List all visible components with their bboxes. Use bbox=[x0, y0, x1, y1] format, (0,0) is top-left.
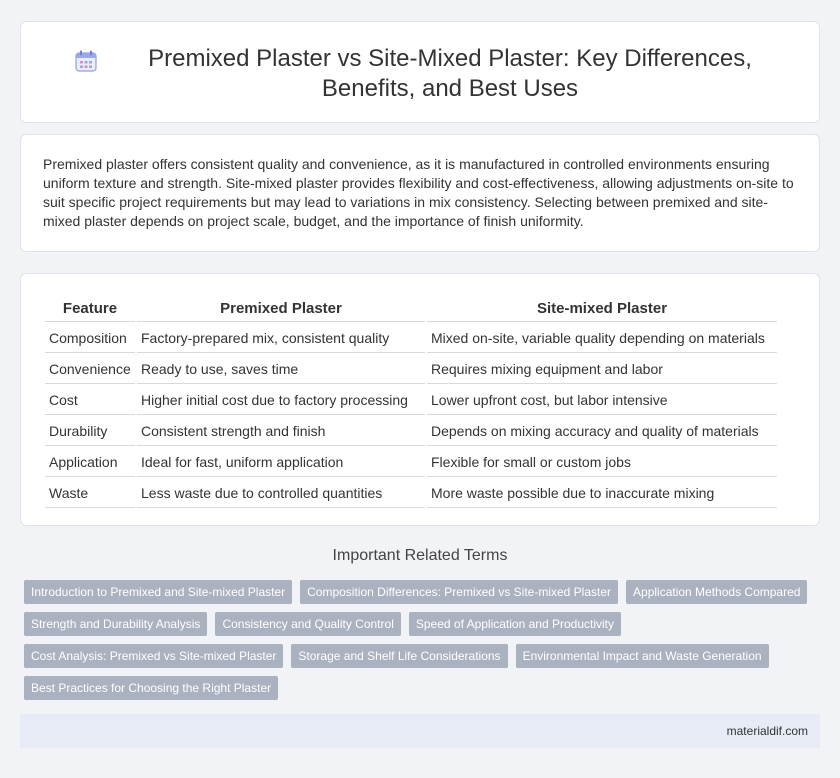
comparison-card bbox=[20, 273, 820, 526]
related-term-tag[interactable]: Application Methods Compared bbox=[626, 580, 807, 604]
table-header-row bbox=[45, 297, 777, 322]
title-card bbox=[20, 21, 820, 123]
table-cell: Ideal for fast, uniform application bbox=[137, 448, 425, 477]
related-term-tag[interactable]: Cost Analysis: Premixed vs Site-mixed Plaster bbox=[24, 644, 283, 668]
tag-row bbox=[24, 580, 824, 604]
table-row bbox=[45, 417, 777, 446]
table-cell: Composition bbox=[45, 324, 135, 353]
related-terms-heading: Important Related Terms bbox=[332, 547, 508, 564]
table-row bbox=[45, 448, 777, 477]
table-cell: Lower upfront cost, but labor intensive bbox=[427, 386, 777, 415]
related-term-tag[interactable]: Strength and Durability Analysis bbox=[24, 612, 207, 636]
column-header-feature: Feature bbox=[45, 297, 135, 322]
column-header-premixed: Premixed Plaster bbox=[137, 297, 425, 322]
related-term-tag[interactable]: Environmental Impact and Waste Generation bbox=[516, 644, 769, 668]
table-row bbox=[45, 479, 777, 508]
tag-row bbox=[24, 612, 824, 636]
table-cell: Consistent strength and finish bbox=[137, 417, 425, 446]
table-cell: Convenience bbox=[45, 355, 135, 384]
page-title: Premixed Plaster vs Site-Mixed Plaster: Key Differences, Benefits, and Best Uses bbox=[148, 45, 752, 102]
table-cell: Requires mixing equipment and labor bbox=[427, 355, 777, 384]
table-row bbox=[45, 386, 777, 415]
table-cell: Less waste due to controlled quantities bbox=[137, 479, 425, 508]
column-header-site-mixed: Site-mixed Plaster bbox=[427, 297, 777, 322]
table-cell: Flexible for small or custom jobs bbox=[427, 448, 777, 477]
tag-row bbox=[24, 676, 824, 700]
table-cell: Cost bbox=[45, 386, 135, 415]
related-term-tag[interactable]: Speed of Application and Productivity bbox=[409, 612, 621, 636]
table-row bbox=[45, 324, 777, 353]
table-cell: More waste possible due to inaccurate mixing bbox=[427, 479, 777, 508]
comparison-table bbox=[43, 295, 779, 510]
table-cell: Mixed on-site, variable quality depending on materials bbox=[427, 324, 777, 353]
related-terms-list bbox=[24, 580, 824, 708]
table-cell: Ready to use, saves time bbox=[137, 355, 425, 384]
tag-row bbox=[24, 644, 824, 668]
table-cell: Waste bbox=[45, 479, 135, 508]
table-cell: Depends on mixing accuracy and quality of materials bbox=[427, 417, 777, 446]
related-term-tag[interactable]: Composition Differences: Premixed vs Site-mixed Plaster bbox=[300, 580, 618, 604]
table-cell: Higher initial cost due to factory processing bbox=[137, 386, 425, 415]
summary-card bbox=[20, 134, 820, 252]
table-cell: Factory-prepared mix, consistent quality bbox=[137, 324, 425, 353]
table-cell: Application bbox=[45, 448, 135, 477]
related-term-tag[interactable]: Storage and Shelf Life Considerations bbox=[291, 644, 507, 668]
related-term-tag[interactable]: Consistency and Quality Control bbox=[215, 612, 400, 636]
table-cell: Durability bbox=[45, 417, 135, 446]
related-term-tag[interactable]: Introduction to Premixed and Site-mixed Plaster bbox=[24, 580, 292, 604]
summary-paragraph: Premixed plaster offers consistent quality and convenience, as it is manufactured in controlled environments ensuring uniform texture and strength. Site-mixed plaster provides flexibility and cost-effectiveness, allowing adjustments on-site to suit specific project requirements but may lead to variations in mix consistency. Selecting between premixed and site-mixed plaster depends on project scale, budget, and the importance of finish uniformity. bbox=[43, 156, 794, 229]
table-row bbox=[45, 355, 777, 384]
related-term-tag[interactable]: Best Practices for Choosing the Right Plaster bbox=[24, 676, 278, 700]
footer bbox=[20, 714, 820, 748]
calendar-icon bbox=[73, 48, 99, 74]
footer-site-name: materialdif.com bbox=[726, 724, 808, 738]
